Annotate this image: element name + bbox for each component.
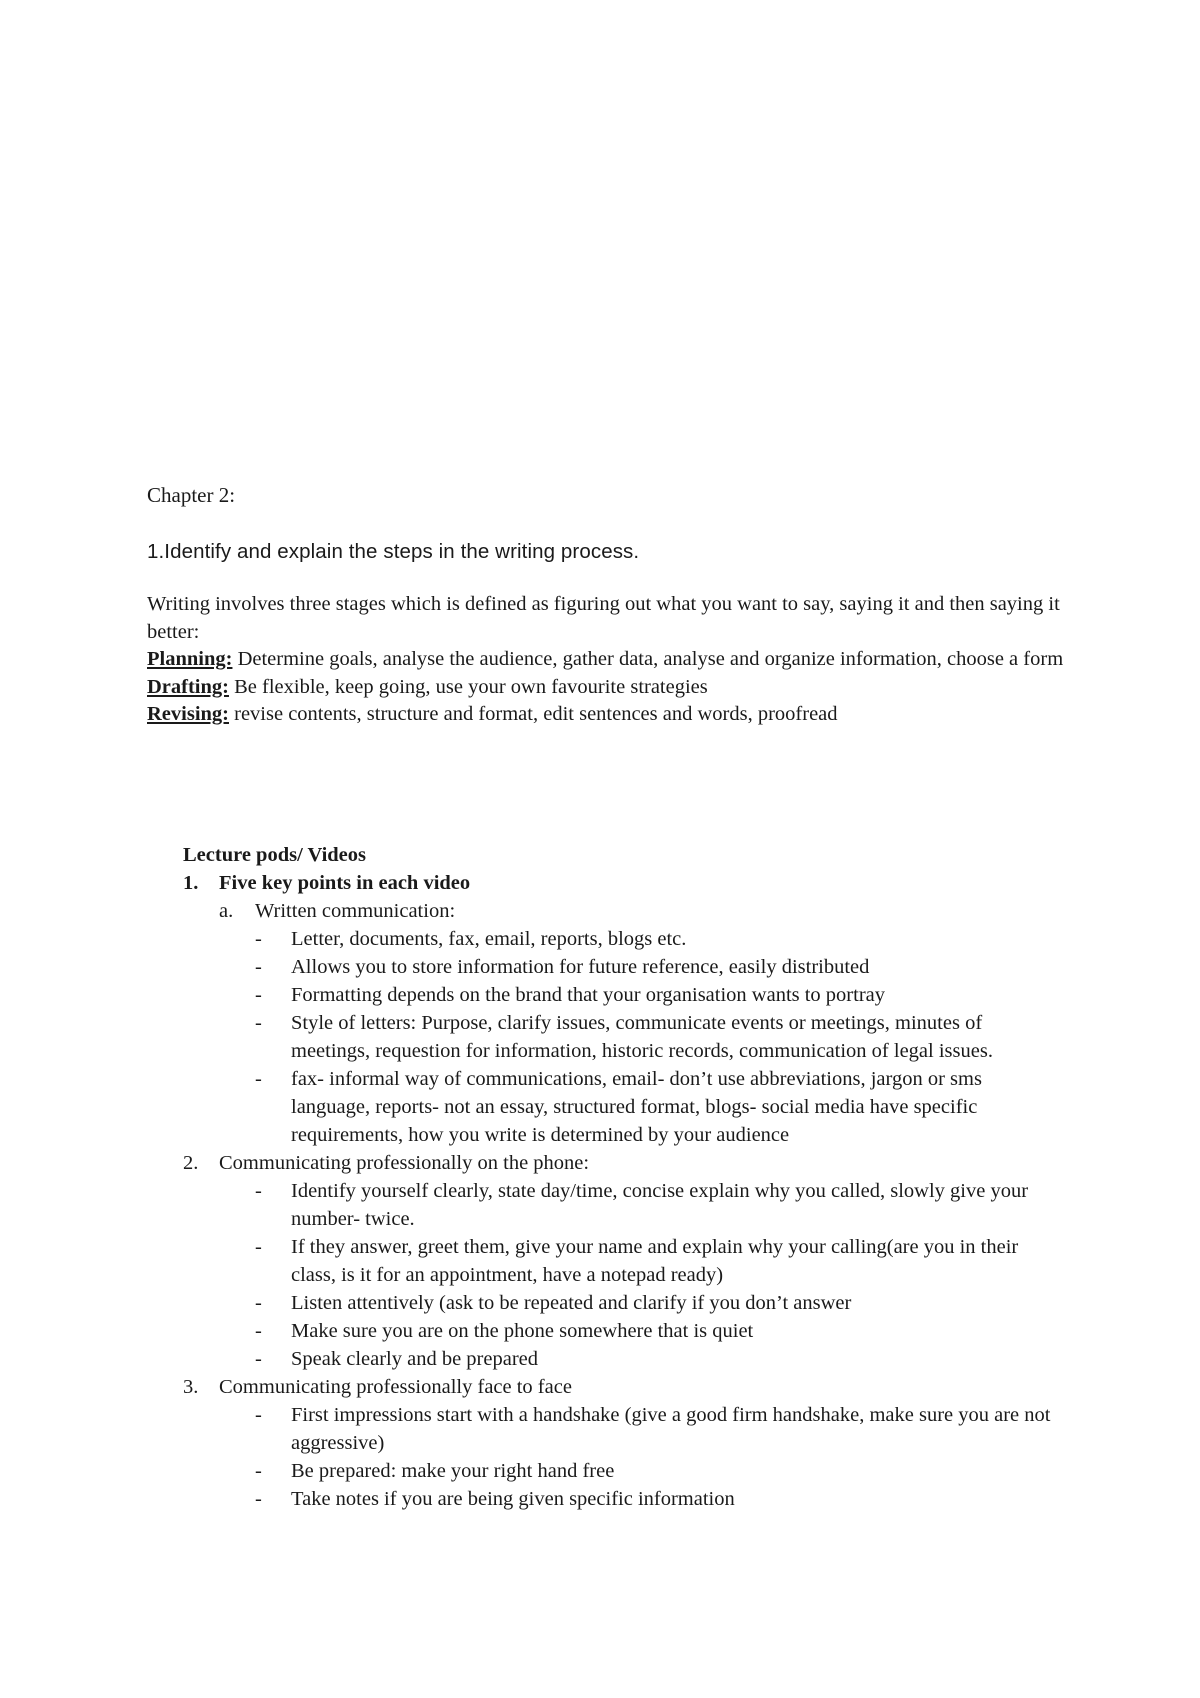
question-heading: 1.Identify and explain the steps in the writing process. xyxy=(147,540,640,563)
list-item xyxy=(183,1065,1063,1149)
list-item-1 xyxy=(183,869,1063,897)
bullet-text: Speak clearly and be prepared xyxy=(291,1348,539,1370)
bullet-text: Allows you to store information for future reference, easily distributed xyxy=(291,956,870,978)
dash-marker: - xyxy=(255,1292,262,1314)
dash-marker: - xyxy=(255,984,262,1006)
list-item xyxy=(183,1009,1063,1065)
stage-drafting xyxy=(147,674,1067,702)
chapter-title: Chapter 2: xyxy=(147,483,236,507)
list-label: Five key points in each video xyxy=(219,872,471,894)
dash-marker: - xyxy=(255,956,262,978)
intro-section xyxy=(147,591,1067,729)
list-item-3 xyxy=(183,1373,1063,1401)
stage-term: Drafting: xyxy=(147,675,229,698)
lecture-section xyxy=(183,841,1063,1513)
bullet-text: Be prepared: make your right hand free xyxy=(291,1460,615,1482)
list-item xyxy=(183,1233,1063,1289)
bullet-text: If they answer, greet them, give your name and explain why your calling(are you in their class, is it for an appointment, have a notepad ready) xyxy=(291,1236,1019,1286)
dash-marker: - xyxy=(255,1404,262,1426)
dash-marker: - xyxy=(255,1012,262,1034)
list-item-2 xyxy=(183,1149,1063,1177)
dash-marker: - xyxy=(255,928,262,950)
list-item xyxy=(183,1485,1063,1513)
phone-communication-bullets xyxy=(183,1177,1063,1373)
list-item xyxy=(183,1317,1063,1345)
dash-marker: - xyxy=(255,1068,262,1090)
dash-marker: - xyxy=(255,1180,262,1202)
list-number: 2. xyxy=(183,1152,199,1174)
dash-marker: - xyxy=(255,1488,262,1510)
face-to-face-bullets xyxy=(183,1401,1063,1513)
list-item xyxy=(183,1457,1063,1485)
bullet-text: Make sure you are on the phone somewhere that is quiet xyxy=(291,1320,754,1342)
bullet-text: Take notes if you are being given specific information xyxy=(291,1488,735,1510)
list-item xyxy=(183,1289,1063,1317)
bullet-text: First impressions start with a handshake (give a good firm handshake, make sure you are not aggressive) xyxy=(291,1404,1051,1454)
stage-description: Determine goals, analyse the audience, gather data, analyse and organize information, choose a form xyxy=(232,648,1064,670)
stage-description: Be flexible, keep going, use your own favourite strategies xyxy=(228,675,708,698)
bullet-text: Listen attentively (ask to be repeated and clarify if you don’t answer xyxy=(291,1292,852,1314)
bullet-text: fax- informal way of communications, email- don’t use abbreviations, jargon or sms language, reports- not an essay, structured format, blogs- social media have specific requirements, how you write is determined by your audience xyxy=(291,1068,982,1146)
list-label: Communicating professionally on the phone: xyxy=(219,1152,590,1174)
dash-marker: - xyxy=(255,1348,262,1370)
list-item xyxy=(183,1401,1063,1457)
bullet-text: Identify yourself clearly, state day/time, concise explain why you called, slowly give your number- twice. xyxy=(291,1180,1029,1230)
stage-term: Planning: xyxy=(147,648,233,670)
bullet-text: Letter, documents, fax, email, reports, blogs etc. xyxy=(291,928,687,950)
list-number: 3. xyxy=(183,1376,199,1398)
sub-item-a xyxy=(183,897,1063,925)
list-item xyxy=(183,1345,1063,1373)
intro-text: Writing involves three stages which is defined as figuring out what you want to say, saying it and then saying it better: xyxy=(147,593,1060,643)
stage-planning xyxy=(147,646,1067,674)
list-item xyxy=(183,981,1063,1009)
stage-revising xyxy=(147,701,1067,729)
dash-marker: - xyxy=(255,1236,262,1258)
lecture-heading: Lecture pods/ Videos xyxy=(183,844,366,866)
list-label: Written communication: xyxy=(255,900,456,922)
stage-description: revise contents, structure and format, edit sentences and words, proofread xyxy=(229,703,838,725)
list-number: 1. xyxy=(183,872,199,894)
bullet-text: Formatting depends on the brand that your organisation wants to portray xyxy=(291,984,886,1006)
dash-marker: - xyxy=(255,1460,262,1482)
dash-marker: - xyxy=(255,1320,262,1342)
list-letter: a. xyxy=(219,900,234,922)
list-label: Communicating professionally face to face xyxy=(219,1376,572,1398)
list-item xyxy=(183,925,1063,953)
bullet-text: Style of letters: Purpose, clarify issues, communicate events or meetings, minutes of meetings, requestion for information, historic records, communication of legal issues. xyxy=(291,1012,993,1062)
list-item xyxy=(183,953,1063,981)
written-communication-bullets xyxy=(183,925,1063,1149)
list-item xyxy=(183,1177,1063,1233)
stage-term: Revising: xyxy=(147,703,229,725)
